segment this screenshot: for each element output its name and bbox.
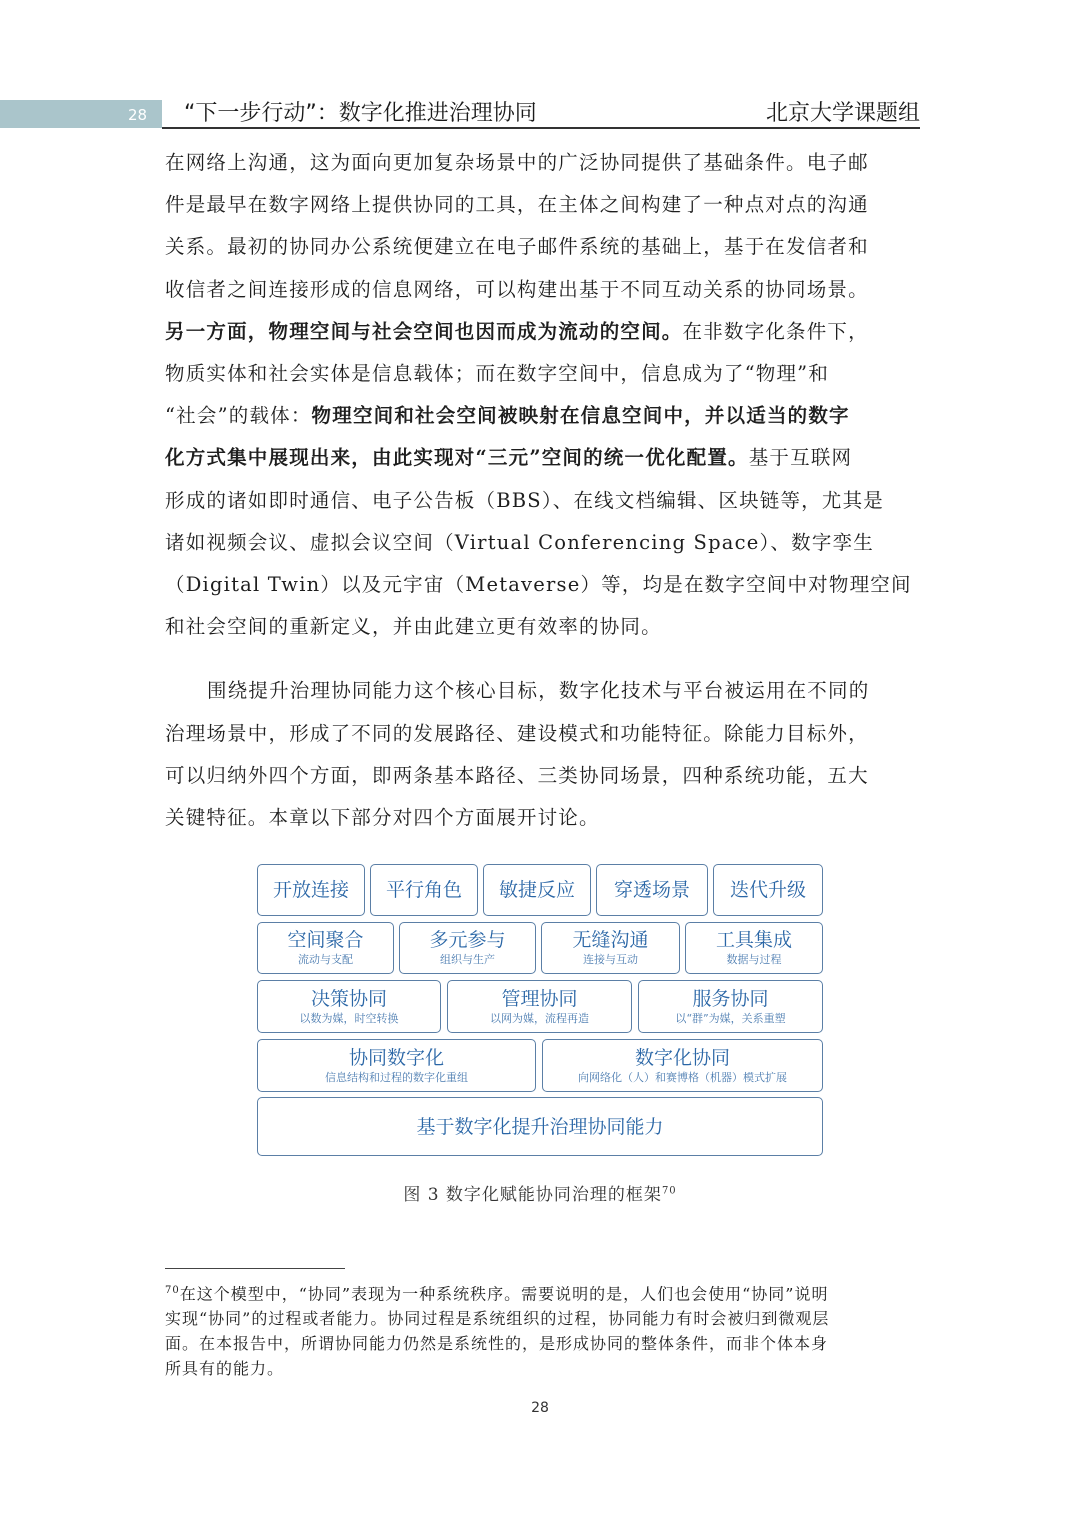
- box-subtitle: 信息结构和过程的数字化重组: [325, 1070, 468, 1084]
- diagram-box-seamless-communication: [541, 922, 680, 974]
- p3-line-3: 可以归纳外四个方面，即两条基本路径、三类协同场景，四种系统功能，五大: [165, 763, 869, 787]
- diagram-box-service-synergy: [638, 980, 823, 1033]
- p1-line-1: 在网络上沟通，这为面向更加复杂场景中的广泛协同提供了基础条件。电子邮: [165, 151, 869, 174]
- box-title: 穿透场景: [613, 879, 690, 901]
- box-subtitle: 数据与过程: [726, 953, 782, 966]
- paragraph-gap: [165, 648, 917, 670]
- p2-text-3: “社会”的载体：: [165, 404, 312, 428]
- p3-line-2: 治理场景中，形成了不同的发展路径、建设模式和功能特征。除能力目标外，: [165, 721, 869, 745]
- header-rule: [162, 127, 920, 129]
- p2-line-6: 诸如视频会议、虚拟会议空间（Virtual Conferencing Space）、数字孪生: [165, 530, 874, 554]
- p2-text-1: 在非数字化条件下，: [682, 319, 869, 343]
- footnote-line-4: 所具有的能力。: [165, 1359, 285, 1379]
- diagram-box-decision-synergy: [257, 980, 441, 1033]
- box-title: 决策协同: [310, 987, 387, 1010]
- p2-bold-4: 化方式集中展现出来，由此实现对“三元”空间的统一优化配置。: [165, 446, 749, 470]
- box-title: 多元参与: [429, 929, 506, 951]
- box-title: 管理协同: [501, 987, 578, 1010]
- box-title: 数字化协同: [634, 1046, 730, 1069]
- p2-line-5: 形成的诸如即时通信、电子公告板（BBS）、在线文档编辑、区块链等，尤其是: [165, 488, 884, 512]
- box-title: 迭代升级: [729, 879, 806, 901]
- box-title: 开放连接: [272, 879, 349, 901]
- header-org: 北京大学课题组: [765, 101, 920, 126]
- box-subtitle: 流动与支配: [298, 953, 353, 966]
- caption-footnote-ref: 70: [661, 1185, 677, 1197]
- box-subtitle: 组织与生产: [440, 953, 495, 966]
- box-title: 平行角色: [385, 879, 462, 901]
- box-title: 服务协同: [692, 987, 769, 1010]
- header-title: “下一步行动”：数字化推进治理协同: [184, 101, 537, 126]
- diagram-box-parallel-roles: [370, 864, 478, 916]
- footnote: [165, 1278, 917, 1381]
- box-title: 敏捷反应: [498, 879, 575, 901]
- footnote-line-1: [165, 1278, 917, 1306]
- p2-line-4: [165, 437, 917, 479]
- box-subtitle: 连接与互动: [583, 953, 638, 966]
- box-title: 无缝沟通: [572, 929, 649, 951]
- p1-line-2: 件是最早在数字网络上提供协同的工具，在主体之间构建了一种点对点的沟通: [165, 193, 869, 217]
- footnote-ref: 70: [165, 1285, 180, 1296]
- diagram-box-tool-integration: [685, 922, 823, 974]
- diagram-box-management-synergy: [447, 980, 632, 1033]
- box-title: 空间聚合: [287, 929, 364, 951]
- body-text: [165, 142, 917, 839]
- p1-line-4: 收信者之间连接形成的信息网络，可以构建出基于不同互动关系的协同场景。: [165, 277, 869, 301]
- box-title: 基于数字化提升治理协同能力: [416, 1115, 664, 1138]
- footer-page-number: 28: [531, 1400, 549, 1416]
- p1-line-3: 关系。最初的协同办公系统便建立在电子邮件系统的基础上，基于在发信者和: [165, 235, 869, 259]
- p2-line-2: 物质实体和社会实体是信息载体；而在数字空间中，信息成为了“物理”和: [165, 362, 830, 386]
- diagram-box-synergy-digitalization: [257, 1039, 536, 1092]
- p3-line-4: 关键特征。本章以下部分对四个方面展开讨论。: [165, 806, 600, 830]
- box-subtitle: 向网络化（人）和赛博格（机器）模式扩展: [578, 1070, 787, 1084]
- p2-text-4: 基于互联网: [748, 446, 853, 470]
- p2-bold-3: 物理空间和社会空间被映射在信息空间中，并以适当的数字: [311, 404, 850, 428]
- box-title: 协同数字化: [348, 1046, 444, 1069]
- footnote-rule: [165, 1268, 345, 1269]
- diagram-box-multi-participation: [399, 922, 536, 974]
- diagram-box-digital-synergy: [542, 1039, 823, 1092]
- footnote-line-3: 面。在本报告中，所谓协同能力仍然是系统性的，是形成协同的整体条件，而非个体本身: [165, 1334, 829, 1354]
- p2-line-7: （Digital Twin）以及元宇宙（Metaverse）等，均是在数字空间中对物理空间: [165, 573, 912, 597]
- diagram-box-open-connection: [257, 864, 365, 916]
- p2-line-3: [165, 395, 917, 437]
- diagram-box-base-capability: [257, 1097, 823, 1156]
- caption-text: 图 3 数字化赋能协同治理的框架: [403, 1185, 662, 1205]
- p2-line-1: [165, 311, 917, 353]
- diagram-box-space-aggregation: [257, 922, 394, 974]
- box-title: 工具集成: [715, 929, 792, 951]
- header-page-tag: 28: [128, 106, 148, 124]
- figure-caption: [0, 1180, 1080, 1205]
- diagram-box-agile-response: [483, 864, 591, 916]
- footnote-text-1: 在这个模型中，“协同”表现为一种系统秩序。需要说明的是，人们也会使用“协同”说明: [179, 1284, 829, 1304]
- p2-line-8: 和社会空间的重新定义，并由此建立更有效率的协同。: [165, 615, 662, 639]
- footnote-line-2: 实现“协同”的过程或者能力。协同过程是系统组织的过程，协同能力有时会被归到微观层: [165, 1309, 830, 1329]
- box-subtitle: 以网为媒，流程再造: [490, 1011, 589, 1025]
- framework-diagram: [257, 864, 823, 1156]
- box-subtitle: 以数为媒，时空转换: [299, 1011, 399, 1025]
- box-subtitle: 以“群”为媒，关系重塑: [675, 1011, 786, 1025]
- diagram-box-iterative-upgrade: [713, 864, 823, 916]
- diagram-box-penetrate-scenes: [596, 864, 708, 916]
- p3-line-1: 围绕提升治理协同能力这个核心目标，数字化技术与平台被运用在不同的: [207, 679, 870, 703]
- p2-bold-1: 另一方面，物理空间与社会空间也因而成为流动的空间。: [165, 319, 683, 343]
